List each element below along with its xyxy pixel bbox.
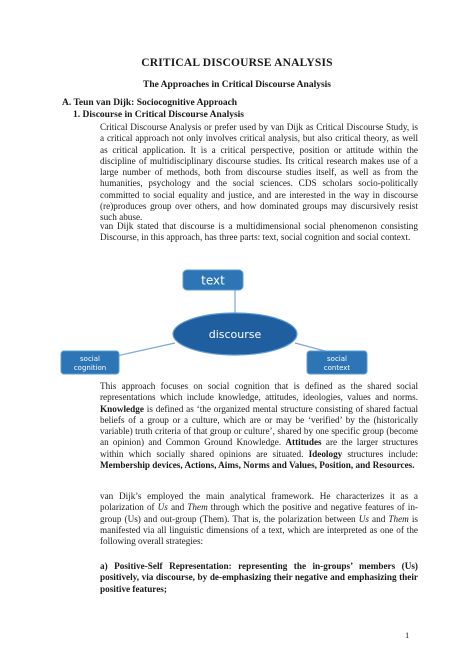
p3-attitudes-def: are the larger structures within which socially shared opinions are situated. [100,437,418,459]
p4-d: and [368,513,389,524]
document-title: CRITICAL DISCOURSE ANALYSIS [141,57,333,69]
social-cognition-label-1: social [80,355,100,363]
subsection-heading: 1. Discourse in Critical Discourse Analysis [73,110,244,120]
section-heading: A. Teun van Dijk: Sociocognitive Approach [62,98,238,108]
term-them-2: Them [388,513,409,524]
p3-intro: This approach focuses on social cognition that is defined as the shared social representations which include knowledge, attitudes, ideologies, values and norms. [100,381,418,403]
term-ideology: Ideology [308,448,343,459]
p4-e: is manifested via all linguistic dimensions of a text, which are interpreted as one of the following overall strategies: [100,513,419,547]
paragraph-cds-definition: Critical Discourse Analysis or prefer used by van Dijk as Critical Discourse Study, is a critical approach not only involves critical analysis, but also critical theory, as well as critical application. It is a critical perspective, position or attitude within the discipline of multidisciplinary discourse studies. Its critical research makes use of a large number of methods, both from discourse studies itself, as well as from the humanities, psychology and the social sciences. CDS scholars socio-politically committed to social equality and justice, and are interested in the way in discourse (re)produces group over others, and how dominated groups may discursively resist such abuse. [100,122,418,223]
page-number: 1 [405,630,410,640]
discourse-diagram [55,267,425,377]
social-context-label-2: context [323,364,351,372]
social-context-label-1: social [327,355,347,363]
p4-c: through which the positive and negative features of in-group (Us) and out-group (Them). That is, the polarization between [100,502,418,524]
social-cognition-label-2: cognition [73,364,107,372]
paragraph-polarization [100,491,418,547]
p4-a: van Dijk’s employed the main analytical framework. He characterizes it as a polarization of [100,491,418,513]
document-subtitle: The Approaches in Critical Discourse Analysis [143,80,331,90]
term-us-2: Us [358,513,369,524]
p3-knowledge-def: is defined as ‘the organized mental structure consisting of shared factual beliefs of a group or a culture, which are or may be ‘verified’ by the (historically variable) truth criteria of that group or culture’, shared by one specific group (become an opinion) and Common Ground Knowledge. [100,403,418,448]
term-them: Them [187,502,208,513]
discourse-node-label: discourse [208,328,262,341]
term-us: Us [157,502,168,513]
p4-b: and [167,502,188,513]
text-node-label: text [201,273,225,288]
paragraph-three-parts: van Dijk stated that discourse is a multidimensional social phenomenon consisting Discourse, in this approach, has three parts: text, social cognition and social context. [100,221,418,243]
term-knowledge: Knowledge [100,403,144,414]
term-attitudes: Attitudes [285,437,322,448]
p3-ideology-def: structures include: [342,448,418,459]
paragraph-positive-self-representation: a) Positive-Self Representation: representing the in-groups’ members (Us) positively, via discourse, by de-emphasizing their negative and emphasizing their positive features; [100,561,418,594]
paragraph-social-cognition [100,381,418,471]
ideology-structures-list: Membership devices, Actions, Aims, Norms and Values, Position, and Resources. [100,460,415,471]
